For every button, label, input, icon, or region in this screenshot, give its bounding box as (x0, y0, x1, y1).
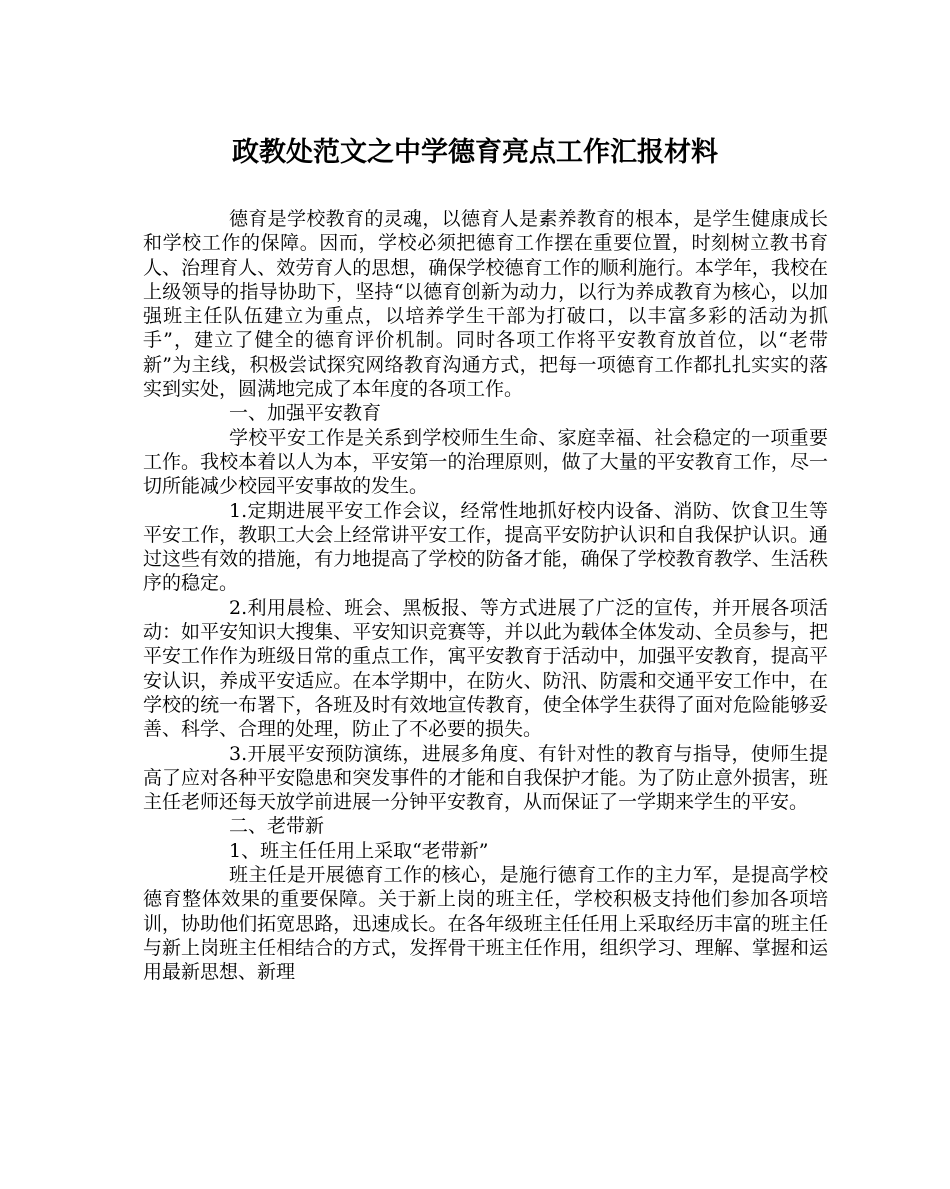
document-title: 政教处范文之中学德育亮点工作汇报材料 (232, 137, 718, 168)
subsection-heading-mentoring: 1、班主任任用上采取“老带新” (229, 839, 489, 862)
paragraph-safety-item-3: 3.开展平安预防演练，进展多角度、有针对性的教育与指导，使师生提高了应对各种平安隐患和突发事件的才能和自我保护才能。为了防止意外损害，班主任老师还每天放学前进展一分钟平安教育，从而保证了一学期来学生的平安。 (143, 742, 828, 814)
section-heading-safety: 一、加强平安教育 (229, 402, 382, 425)
paragraph-safety-item-1: 1.定期进展平安工作会议，经常性地抓好校内设备、消防、饮食卫生等平安工作，教职工大会上经常讲平安工作，提高平安防护认识和自我保护认识。通过这些有效的措施，有力地提高了学校的防备才能，确保了学校教育教学、生活秩序的稳定。 (143, 499, 828, 595)
paragraph-intro: 德育是学校教育的灵魂，以德育人是素养教育的根本，是学生健康成长和学校工作的保障。因而，学校必须把德育工作摆在重要位置，时刻树立教书育人、治理育人、效劳育人的思想，确保学校德育工作的顺利施行。本学年，我校在上级领导的指导协助下，坚持“以德育创新为动力，以行为养成教育为核心，以加强班主任队伍建立为重点，以培养学生干部为打破口，以丰富多彩的活动为抓手”，建立了健全的德育评价机制。同时各项工作将平安教育放首位，以“老带新”为主线，积极尝试探究网络教育沟通方式，把每一项德育工作都扎扎实实的落实到实处，圆满地完成了本年度的各项工作。 (143, 208, 828, 401)
section-heading-mentoring: 二、老带新 (229, 815, 325, 838)
paragraph-safety-overview: 学校平安工作是关系到学校师生生命、家庭幸福、社会稳定的一项重要工作。我校本着以人为本，平安第一的治理原则，做了大量的平安教育工作，尽一切所能减少校园平安事故的发生。 (143, 426, 828, 498)
paragraph-mentoring: 班主任是开展德育工作的核心，是施行德育工作的主力军，是提高学校德育整体效果的重要保障。关于新上岗的班主任，学校积极支持他们参加各项培训，协助他们拓宽思路，迅速成长。在各年级班主任任用上采取经历丰富的班主任与新上岗班主任相结合的方式，发挥骨干班主任作用，组织学习、理解、掌握和运用最新思想、新理 (143, 864, 828, 984)
paragraph-safety-item-2: 2.利用晨检、班会、黑板报、等方式进展了广泛的宣传，并开展各项活动：如平安知识大搜集、平安知识竞赛等，并以此为载体全体发动、全员参与，把平安工作作为班级日常的重点工作，寓平安教育于活动中，加强平安教育，提高平安认识，养成平安适应。在本学期中，在防火、防汛、防震和交通平安工作中，在学校的统一布署下，各班及时有效地宣传教育，使全体学生获得了面对危险能够妥善、科学、合理的处理，防止了不必要的损失。 (143, 596, 828, 741)
document-body (143, 207, 828, 985)
